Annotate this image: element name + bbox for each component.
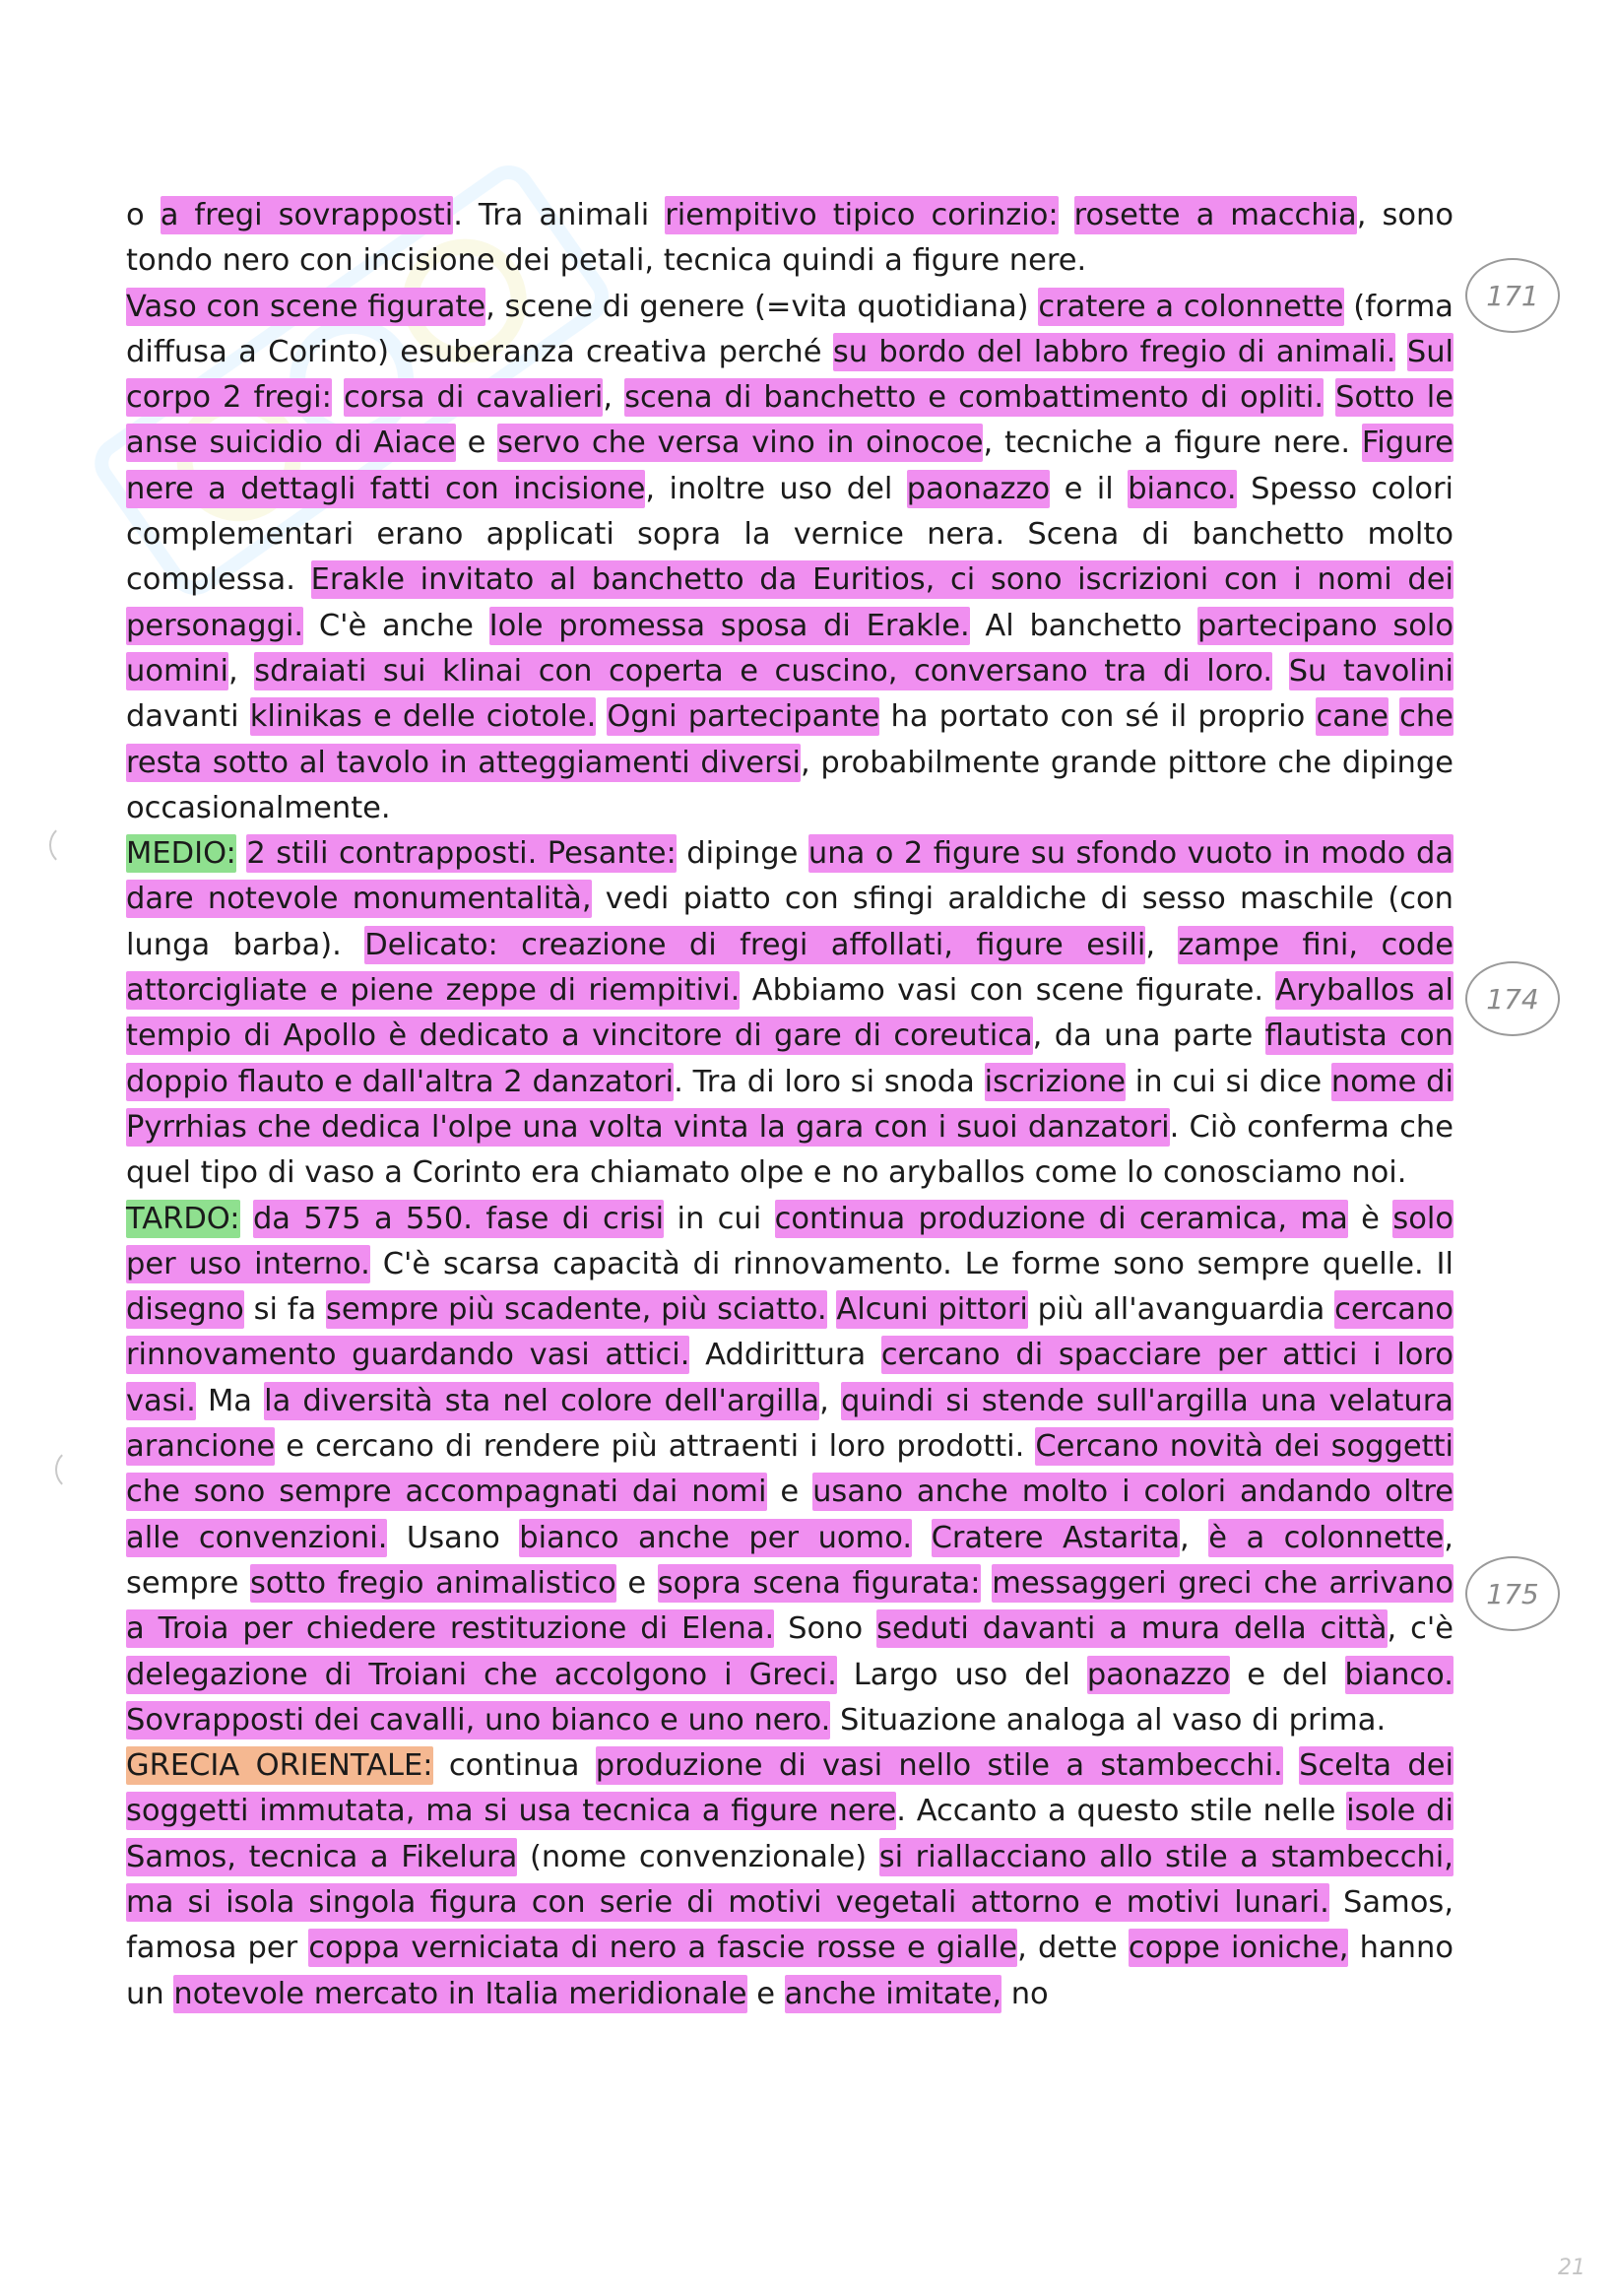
highlighted-text: bianco. xyxy=(1344,1657,1454,1692)
text-run: C'è scarsa capacità di rinnovamento. Le forme sono sempre quelle. Il xyxy=(369,1246,1454,1281)
highlighted-text: Vaso con scene figurate xyxy=(126,289,486,324)
highlighted-text: è a colonnette xyxy=(1208,1520,1445,1555)
highlighted-text: che resta sotto al tavolo in atteggiamenti diversi xyxy=(126,699,1454,780)
text-run: , xyxy=(1145,927,1179,962)
text-run: Usano xyxy=(387,1520,520,1555)
text-run: e xyxy=(746,1976,785,2011)
text-run xyxy=(1059,198,1074,232)
text-run: , xyxy=(227,653,255,689)
highlighted-text: produzione di vasi nello stile a stambecchi. xyxy=(595,1748,1283,1784)
highlighted-text: paonazzo xyxy=(1086,1657,1231,1692)
highlighted-text: cane xyxy=(1316,699,1389,735)
paragraph xyxy=(126,1743,1454,2017)
highlighted-text: usano anche molto i colori andando oltre alle convenzioni. xyxy=(126,1475,1454,1555)
highlighted-text: scena di banchetto e combattimento di opliti. xyxy=(624,380,1324,416)
highlighted-text: bianco. xyxy=(1128,471,1237,506)
highlighted-text: Cercano novità dei soggetti che sono sempre accompagnati dai nomi xyxy=(126,1429,1454,1510)
notes-text xyxy=(126,193,1454,2017)
highlighted-text: anche imitate, xyxy=(784,1976,1002,2011)
highlighted-text: solo per uso interno. xyxy=(126,1201,1454,1281)
text-run: , probabilmente grande pittore che dipinge occasionalmente. xyxy=(126,745,1454,825)
text-run: , xyxy=(603,380,625,416)
text-run: Addirittura xyxy=(689,1338,881,1373)
highlighted-text: su bordo del labbro fregio di animali. xyxy=(832,334,1396,369)
text-run: davanti xyxy=(126,699,250,735)
highlighted-text: sdraiati sui klinai con coperta e cuscino, conversano tra di loro. xyxy=(254,653,1273,689)
highlighted-text: bianco anche per uomo. xyxy=(519,1520,913,1555)
highlighted-text: sempre più scadente, più sciatto. xyxy=(326,1292,827,1328)
paragraph xyxy=(126,285,1454,832)
highlighted-text: cercano di spacciare per attici i loro vasi. xyxy=(126,1338,1454,1418)
highlighted-text: coppe ioniche, xyxy=(1128,1931,1349,1966)
highlighted-text: da 575 a 550. fase di crisi xyxy=(252,1201,665,1236)
text-run xyxy=(240,1202,253,1236)
text-run: , c'è xyxy=(1387,1611,1454,1647)
highlighted-text: Delicato: creazione di fregi affollati, figure esili xyxy=(364,927,1146,962)
text-run: ha portato con sé il proprio xyxy=(879,699,1317,735)
highlighted-text: quindi si stende sull'argilla una velatura arancione xyxy=(126,1383,1454,1465)
text-run: hanno un xyxy=(126,1931,1454,2011)
highlighted-text: paonazzo xyxy=(906,471,1051,506)
text-run: , tecniche a figure nere. xyxy=(983,426,1362,461)
text-run: Largo uso del xyxy=(836,1657,1087,1692)
highlighted-text: Aryballos al tempio di Apollo è dedicato a vincitore di gare di coreutica xyxy=(126,973,1454,1054)
text-run: e il xyxy=(1050,471,1129,506)
punch-hole-mark xyxy=(49,823,93,867)
paragraph xyxy=(126,831,1454,1196)
highlighted-text: servo che versa vino in oinocoe xyxy=(497,426,984,461)
text-run: , da una parte xyxy=(1032,1018,1265,1054)
highlighted-text: 2 stili contrapposti. Pesante: xyxy=(246,836,677,872)
highlighted-text: notevole mercato in Italia meridionale xyxy=(173,1976,747,2011)
text-run: , dette xyxy=(1017,1931,1129,1966)
text-run xyxy=(332,380,344,415)
text-run: . Accanto a questo stile nelle xyxy=(896,1794,1347,1829)
section-heading: MEDIO: xyxy=(126,836,236,872)
highlighted-text: una o 2 figure su sfondo vuoto in modo da dare notevole monumentalità, xyxy=(126,836,1454,917)
text-run: Al banchetto xyxy=(969,608,1197,643)
text-run: in cui si dice xyxy=(1126,1064,1331,1099)
highlighted-text: isole di Samos, tecnica a Fikelura xyxy=(126,1794,1454,1874)
text-run: Spesso colori complementari erano applicati sopra la vernice nera. Scena di banchetto molto complessa. xyxy=(126,471,1454,598)
text-run xyxy=(981,1566,993,1601)
highlighted-text: a fregi sovrapposti xyxy=(160,198,454,232)
text-run: Ma xyxy=(195,1383,265,1418)
text-run: , sono tondo nero con incisione dei petali, tecnica quindi a figure nere. xyxy=(126,198,1454,279)
section-heading: GRECIA ORIENTALE: xyxy=(126,1748,433,1784)
highlighted-text: corsa di cavalieri xyxy=(343,380,604,416)
highlighted-text: Sul corpo 2 fregi: xyxy=(126,334,1454,416)
page-number: 21 xyxy=(1558,2256,1585,2280)
text-run xyxy=(236,836,247,871)
text-run xyxy=(596,699,607,734)
text-run: no xyxy=(1001,1976,1049,2011)
highlighted-text: Iole promessa sposa di Erakle. xyxy=(488,608,970,643)
text-run: , sempre xyxy=(126,1520,1454,1601)
highlighted-text: Sovrapposti dei cavalli, uno bianco e uno nero. xyxy=(126,1702,831,1738)
highlighted-text: zampe fini, code attorcigliate e piene zeppe di riempitivi. xyxy=(126,927,1454,1009)
text-run xyxy=(1389,699,1399,734)
text-run: , inoltre uso del xyxy=(645,471,907,506)
highlighted-text: Alcuni pittori xyxy=(836,1292,1028,1328)
highlighted-text: Erakle invitato al banchetto da Euritios, ci sono iscrizioni con i nomi dei personaggi. xyxy=(126,562,1454,643)
highlighted-text: klinikas e delle ciotole. xyxy=(249,699,597,735)
highlighted-text: rosette a macchia xyxy=(1073,198,1357,232)
text-run: e xyxy=(766,1475,813,1510)
margin-page-reference: 175 xyxy=(1465,1556,1560,1631)
section-heading: TARDO: xyxy=(126,1201,240,1236)
highlighted-text: partecipano solo uomini xyxy=(126,608,1454,689)
text-run: o xyxy=(126,198,161,232)
text-run: (nome convenzionale) xyxy=(517,1839,879,1874)
highlighted-text: Ogni partecipante xyxy=(607,699,880,735)
text-run: . Ciò conferma che quel tipo di vaso a Corinto era chiamato olpe e no aryballos come lo conosciamo noi. xyxy=(126,1109,1454,1191)
text-run: (forma diffusa a Corinto) esuberanza creativa perché xyxy=(126,289,1454,369)
text-run: Samos, famosa per xyxy=(126,1884,1454,1966)
text-run xyxy=(1272,654,1289,689)
text-run: continua xyxy=(432,1748,596,1784)
text-run xyxy=(827,1292,837,1327)
highlighted-text: sotto fregio animalistico xyxy=(249,1565,616,1601)
highlighted-text: iscrizione xyxy=(984,1064,1126,1099)
highlighted-text: messaggeri greci che arrivano a Troia per chiedere restituzione di Elena. xyxy=(126,1565,1454,1647)
highlighted-text: delegazione di Troiani che accolgono i Greci. xyxy=(126,1657,837,1692)
paragraph xyxy=(126,193,1454,285)
highlighted-text: continua produzione di ceramica, ma xyxy=(774,1201,1348,1236)
text-run xyxy=(1324,380,1335,415)
text-run: , scene di genere (=vita quotidiana) xyxy=(485,289,1039,324)
text-run: Situazione analoga al vaso di prima. xyxy=(830,1702,1387,1738)
text-run: più all'avanguardia xyxy=(1027,1292,1335,1328)
highlighted-text: sopra scena figurata: xyxy=(657,1565,981,1601)
punch-hole-mark xyxy=(55,1448,98,1491)
highlighted-text: cratere a colonnette xyxy=(1038,289,1344,324)
text-run: e xyxy=(615,1565,658,1601)
highlighted-text: Figure nere a dettagli fatti con incisione xyxy=(126,426,1454,506)
highlighted-text: seduti davanti a mura della città xyxy=(876,1611,1388,1647)
text-run: Abbiamo vasi con scene figurate. xyxy=(740,973,1276,1009)
text-run: , xyxy=(1180,1520,1209,1555)
text-run: C'è anche xyxy=(303,608,489,643)
text-run: . Tra animali xyxy=(453,198,666,232)
text-run: vedi piatto con sfingi araldiche di sesso maschile (con lunga barba). xyxy=(126,882,1454,962)
text-run: Sono xyxy=(774,1611,877,1647)
highlighted-text: Su tavolini xyxy=(1288,653,1454,689)
text-run: e cercano di rendere più attraenti i loro prodotti. xyxy=(275,1429,1036,1465)
text-run: e del xyxy=(1230,1657,1345,1692)
text-run: in cui xyxy=(664,1201,775,1236)
text-run: si fa xyxy=(243,1292,326,1328)
highlighted-text: flautista con doppio flauto e dall'altra 2 danzatori xyxy=(126,1018,1454,1099)
highlighted-text: disegno xyxy=(126,1292,244,1328)
text-run: e xyxy=(455,426,498,461)
text-run: . Tra di loro si snoda xyxy=(674,1064,985,1099)
paragraph xyxy=(126,1197,1454,1744)
text-run: è xyxy=(1347,1201,1393,1236)
text-run xyxy=(1283,1748,1299,1783)
highlighted-text: coppa verniciata di nero a fascie rosse e gialle xyxy=(308,1931,1018,1966)
highlighted-text: riempitivo tipico corinzio: xyxy=(665,198,1059,232)
highlighted-text: nome di Pyrrhias che dedica l'olpe una volta vinta la gara con i suoi danzatori xyxy=(126,1064,1454,1145)
text-run xyxy=(1395,335,1406,369)
highlighted-text: si riallacciano allo stile a stambecchi, ma si isola singola figura con serie di motivi vegetali attorno e motivi lunari. xyxy=(126,1839,1454,1920)
highlighted-text: la diversità sta nel colore dell'argilla xyxy=(264,1383,820,1418)
highlighted-text: Sotto le anse suicidio di Aiace xyxy=(126,380,1454,461)
text-run xyxy=(912,1521,931,1555)
text-run: , xyxy=(819,1383,841,1418)
margin-page-reference: 171 xyxy=(1465,258,1560,333)
text-run: dipinge xyxy=(676,836,808,872)
highlighted-text: Cratere Astarita xyxy=(931,1520,1181,1555)
margin-page-reference: 174 xyxy=(1465,961,1560,1036)
highlighted-text: Scelta dei soggetti immutata, ma si usa tecnica a figure nere xyxy=(126,1748,1454,1829)
highlighted-text: cercano rinnovamento guardando vasi attici. xyxy=(126,1292,1454,1373)
